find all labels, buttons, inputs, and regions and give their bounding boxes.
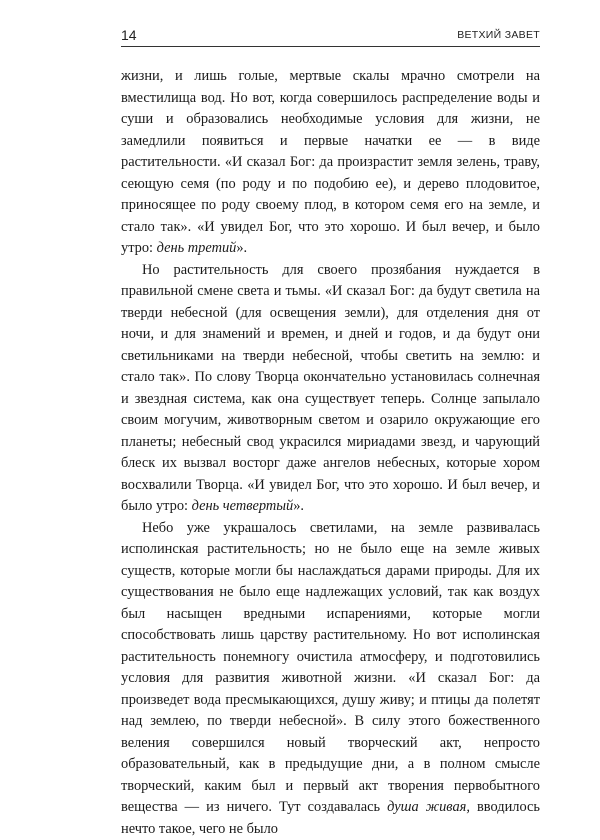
paragraph-text: ». [293,498,304,514]
page-number: 14 [121,27,137,43]
paragraph [121,66,540,260]
paragraph-text: Но растительность для своего прозябания нуждается в правильной смене света и тьмы. «И сказал Бог: да будут светила на тверди небесной (для освещения земли), для отделения дня от ночи, и для знамений и времен, и дней и годов, и да будут они светильниками на тверди небесной, чтобы светить на землю: и стало так». По слову Творца окончательно установилась солнечная и звездная система, как она существует теперь. Солнце запылало своим могучим, животворным светом и озарило окружающие его планеты; небесный свод украсился мириадами звезд, и чарующий блеск их вызвал восторг даже ангелов небесных, которые хором восхвалили Творца. «И увидел Бог, что это хорошо. И был вечер, и было утро: [121,262,540,515]
running-title: ВЕТХИЙ ЗАВЕТ [457,29,540,41]
header-rule [121,46,540,47]
body-text [121,66,540,840]
paragraph [121,518,540,840]
paragraph-text: Небо уже украшалось светилами, на земле развивалась исполинская растительность; но не было еще на земле живых существ, которые могли бы наслаждаться дарами природы. Для их существования не было еще надлежащих условий, так как воздух был насыщен вредными испарениями, которые могли способствовать лишь царству растительному. Но вот исполинская растительность понемногу очистила атмосферу, и подготовились условия для развития животной жизни. «И сказал Бог: да произведет вода пресмыкающихся, душу живу; и птицы да полетят над землею, по тверди небесной». В силу этого божественного веления совершился новый творческий акт, непросто образовательный, как в предыдущие дни, а в полном смысле творческий, каким был и первый акт творения первобытного вещества — из ничего. Тут создавалась [121,520,540,816]
emphasis-text: душа живая, [387,799,470,815]
paragraph-text: жизни, и лишь голые, мертвые скалы мрачно смотрели на вместилища вод. Но вот, когда совершилось распределение воды и суши и образовались необходимые условия для жизни, не замедлили появиться и первые начатки ее — в виде растительности. «И сказал Бог: да произрастит земля зелень, траву, сеющую семя (по роду и по подобию ее), и дерево плодовитое, приносящее по роду своему плод, в котором семя его на земле, и стало так». «И увидел Бог, что это хорошо. И был вечер, и было утро: [121,68,540,256]
emphasis-text: день третий [157,240,237,256]
paragraph [121,260,540,518]
emphasis-text: день четвертый [192,498,294,514]
page-header [121,27,540,47]
paragraph-text: ». [236,240,247,256]
paragraph-text: вводилось нечто такое, чего не было [121,799,540,837]
